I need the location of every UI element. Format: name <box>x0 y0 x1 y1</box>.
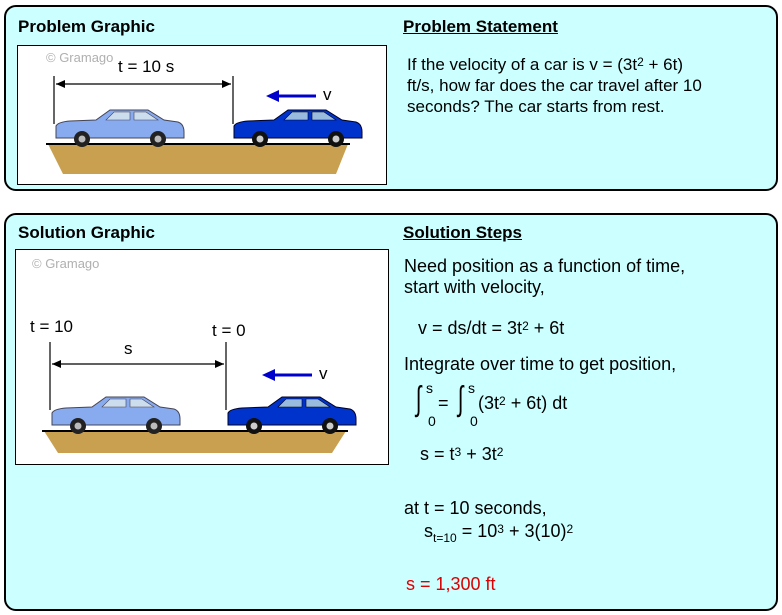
solution-diagram-svg <box>16 250 389 465</box>
problem-statement-title: Problem Statement <box>403 17 558 36</box>
velocity-label: v <box>319 364 328 383</box>
car-dark <box>228 397 356 434</box>
problem-graphic-title: Problem Graphic <box>18 17 155 36</box>
statement-line-3: seconds? The car starts from rest. <box>407 97 665 116</box>
velocity-arrow-head <box>262 369 275 381</box>
statement-line-2: ft/s, how far does the car travel after 10 <box>407 76 702 95</box>
solution-panel <box>4 213 778 611</box>
problem-graphic <box>17 45 387 185</box>
integral-upper-right: s <box>468 380 475 396</box>
step1-line2: start with velocity, <box>404 277 545 297</box>
step2-text: Integrate over time to get position, <box>404 354 677 374</box>
solution-graphic-title: Solution Graphic <box>18 223 155 242</box>
solution-graphic <box>15 249 389 465</box>
step1-line1: Need position as a function of time, <box>404 256 686 276</box>
dim-arrow-right <box>222 80 231 88</box>
integral-sign-right: ∫ <box>457 380 464 418</box>
integral-equals: = <box>438 393 449 413</box>
problem-statement <box>407 54 702 117</box>
car-light <box>56 110 184 147</box>
final-answer: s = 1,300 ft <box>406 574 496 594</box>
evaluation-equation: $s_{t=10} = 10^3 + 3(10)^2$ <box>424 521 574 545</box>
t-right-label: t = 0 <box>212 321 246 340</box>
ground <box>48 144 348 174</box>
velocity-arrow-head <box>266 90 279 102</box>
solution-copyright: © Gramago <box>32 256 100 271</box>
integral-lower-left: 0 <box>428 413 436 429</box>
integral-rhs: $(3t^2 + 6t)$ dt <box>478 393 568 413</box>
integral-sign-left: ∫ <box>415 380 422 418</box>
problem-panel <box>4 5 778 191</box>
velocity-label: v <box>323 85 332 104</box>
problem-copyright: © Gramago <box>46 50 114 65</box>
velocity-equation: $v = ds/dt = 3t^2 + 6t$ <box>418 318 565 338</box>
integral-upper-left: s <box>426 380 433 396</box>
problem-diagram-svg <box>18 46 387 185</box>
distance-label: s <box>124 339 133 358</box>
car-dark <box>234 110 362 147</box>
car-light <box>52 397 180 434</box>
position-equation: $s = t^3 + 3t^2$ <box>420 444 504 464</box>
integral-lower-right: 0 <box>470 413 478 429</box>
statement-line-1: If the velocity of a car is $v = (3t^2 + 6t)$ <box>407 55 683 74</box>
t-left-label: t = 10 <box>30 317 74 336</box>
time-label: t = 10 s <box>118 57 175 76</box>
dim-arrow-right <box>215 360 224 368</box>
dim-arrow-left <box>52 360 61 368</box>
at-t-text: at t = 10 seconds, <box>404 498 547 518</box>
ground <box>44 431 346 453</box>
solution-steps-title: Solution Steps <box>403 223 522 242</box>
dim-arrow-left <box>56 80 65 88</box>
